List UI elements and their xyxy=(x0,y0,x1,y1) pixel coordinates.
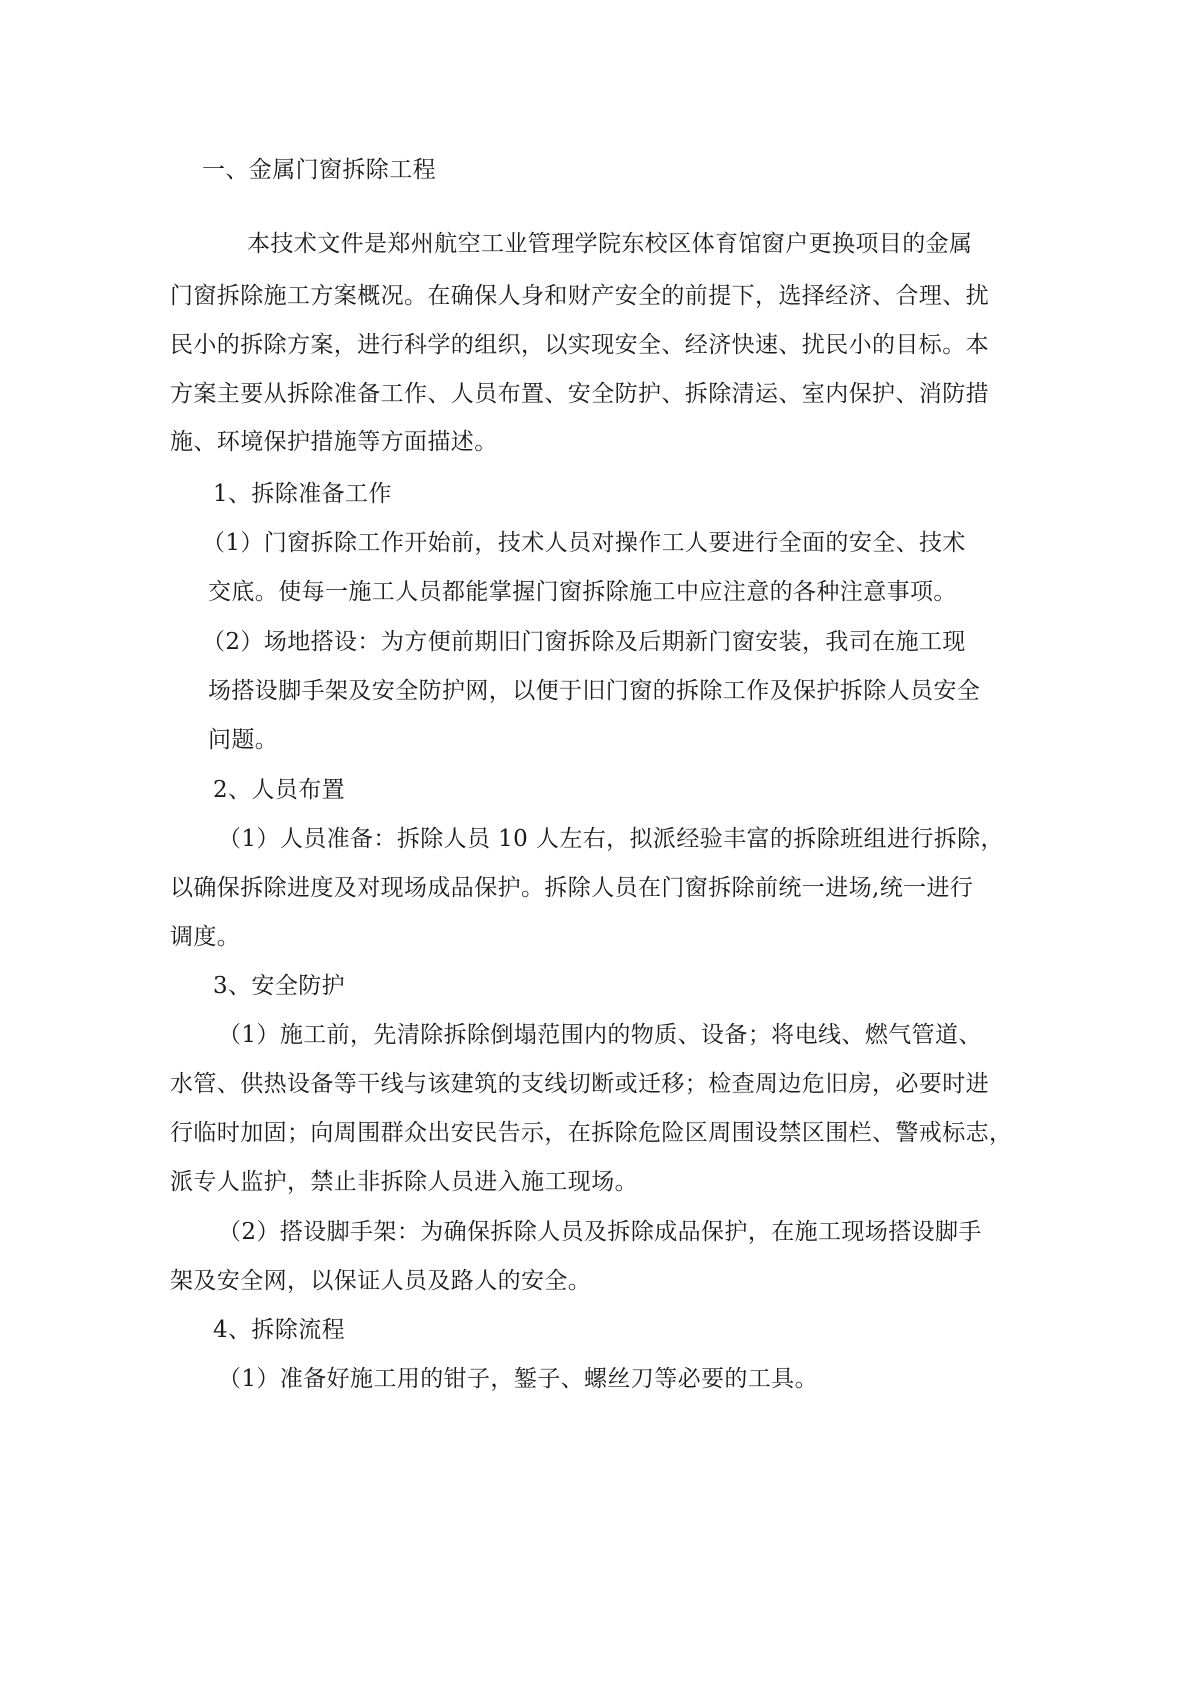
section-3-item-2-line-2: 架及安全网，以保证人员及路人的安全。 xyxy=(170,1268,592,1294)
section-3-item-1-line-1: （1）施工前，先清除拆除倒塌范围内的物质、设备；将电线、燃气管道、 xyxy=(218,1022,982,1048)
section-1-item-2-line-1: （2）场地搭设：为方便前期旧门窗拆除及后期新门窗安装，我司在施工现 xyxy=(202,629,966,655)
section-1-item-2-line-2: 场搭设脚手架及安全防护网，以便于旧门窗的拆除工作及保护拆除人员安全 xyxy=(208,678,981,704)
intro-line-1: 本技术文件是郑州航空工业管理学院东校区体育馆窗户更换项目的金属 xyxy=(247,231,973,257)
section-3-item-1-line-2: 水管、供热设备等干线与该建筑的支线切断或迁移；检查周边危旧房，必要时进 xyxy=(170,1071,989,1097)
section-1-item-2-line-3: 问题。 xyxy=(208,727,279,753)
section-4-item-1-line-1: （1）准备好施工用的钳子，錾子、螺丝刀等必要的工具。 xyxy=(218,1366,819,1392)
section-3-item-2-line-1: （2）搭设脚手架：为确保拆除人员及拆除成品保护，在施工现场搭设脚手 xyxy=(218,1219,982,1245)
section-1-item-1-line-2: 交底。使每一施工人员都能掌握门窗拆除施工中应注意的各种注意事项。 xyxy=(208,579,957,605)
document-heading: 一、金属门窗拆除工程 xyxy=(202,157,436,183)
section-2-title: 2、人员布置 xyxy=(213,777,346,803)
intro-line-4: 方案主要从拆除准备工作、人员布置、安全防护、拆除清运、室内保护、消防措 xyxy=(170,381,989,407)
section-2-item-1-line-1: （1）人员准备：拆除人员 10 人左右，拟派经验丰富的拆除班组进行拆除， xyxy=(218,826,1004,852)
section-3-title: 3、安全防护 xyxy=(213,973,346,999)
intro-line-3: 民小的拆除方案，进行科学的组织，以实现安全、经济快速、扰民小的目标。本 xyxy=(170,332,989,358)
section-1-item-1-line-1: （1）门窗拆除工作开始前，技术人员对操作工人要进行全面的安全、技术 xyxy=(202,530,966,556)
intro-line-2: 门窗拆除施工方案概况。在确保人身和财产安全的前提下，选择经济、合理、扰 xyxy=(170,283,989,309)
section-3-item-1-line-3: 行临时加固；向周围群众出安民告示，在拆除危险区周围设禁区围栏、警戒标志， xyxy=(170,1120,1013,1146)
section-4-title: 4、拆除流程 xyxy=(213,1317,346,1343)
section-2-item-1-line-2: 以确保拆除进度及对现场成品保护。拆除人员在门窗拆除前统一进场,统一进行 xyxy=(170,875,974,901)
section-2-item-1-line-3: 调度。 xyxy=(170,924,241,950)
section-3-item-1-line-4: 派专人监护，禁止非拆除人员进入施工现场。 xyxy=(170,1169,638,1195)
intro-line-5: 施、环境保护措施等方面描述。 xyxy=(170,429,498,455)
section-1-title: 1、拆除准备工作 xyxy=(213,481,392,507)
